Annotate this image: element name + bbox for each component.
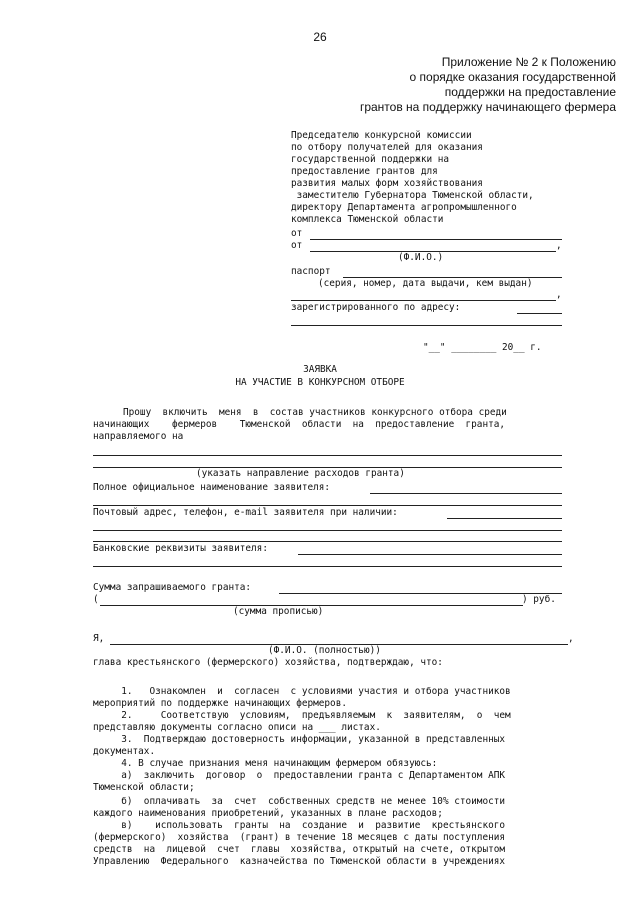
bank-field-0[interactable] — [93, 541, 562, 542]
registered-label: зарегистрированного по адресу: — [291, 302, 461, 313]
appendix-line: Приложение № 2 к Положению — [441, 55, 616, 69]
item-line: каждого наименования приобретений, указанных в плане расходов; — [93, 808, 443, 819]
bank-field[interactable] — [298, 554, 562, 555]
passport-label: паспорт — [291, 266, 331, 277]
intro-line: направляемого на — [93, 431, 184, 442]
item-line: 3. Подтверждаю достоверность информации, указанной в представленных — [93, 734, 506, 745]
item-line: средств на лицевой счет главы хозяйства, открытый на счете, открытом — [93, 844, 506, 855]
item-line: 1. Ознакомлен и согласен с условиями участия и отбора участников — [93, 686, 511, 697]
postal-field[interactable] — [447, 518, 562, 519]
ya-label: Я, — [93, 633, 105, 644]
from-label: от — [291, 240, 303, 251]
appendix-header — [360, 55, 616, 115]
item-line: представляю документы согласно описи на ___ листах. — [93, 722, 381, 733]
addressee-line: по отбору получателей для оказания — [291, 142, 483, 153]
appendix-line: грантов на поддержку начинающего фермера — [359, 100, 616, 114]
head-line: глава крестьянского (фермерского) хозяйства, подтверждаю, что: — [93, 657, 443, 668]
item-line: 2. Соответствую условиям, предъявляемым к заявителям, о чем — [93, 710, 511, 721]
bank-label: Банковские реквизиты заявителя: — [93, 543, 268, 554]
addressee-line: заместителю Губернатора Тюменской области, — [291, 190, 534, 201]
fio-hint: (Ф.И.О.) — [398, 252, 444, 263]
sum-label: Сумма запрашиваемого гранта: — [93, 582, 252, 593]
comma: , — [556, 240, 562, 251]
item-line: Тюменской области; — [93, 782, 195, 793]
passport-field-2[interactable] — [291, 300, 556, 301]
addressee-line: предоставление грантов для — [291, 166, 438, 177]
item-line: а) заключить договор о предоставлении гранта с Департаментом АПК — [93, 770, 506, 781]
address-field[interactable] — [517, 313, 562, 314]
passport-hint: (серия, номер, дата выдачи, кем выдан) — [318, 278, 533, 289]
date-line: "__" ________ 20__ г. — [423, 342, 542, 353]
doc-subtitle: НА УЧАСТИЕ В КОНКУРСНОМ ОТБОРЕ — [235, 377, 405, 388]
page-number: 26 — [313, 30, 327, 44]
doc-title: ЗАЯВКА — [303, 364, 337, 375]
from-field-1[interactable] — [310, 239, 562, 240]
from-label: от — [291, 228, 303, 239]
comma: , — [568, 633, 574, 644]
fio-full-hint: (Ф.И.О. (полностью)) — [268, 645, 381, 656]
full-name-field-2[interactable] — [93, 505, 562, 506]
sum-words-hint: (сумма прописью) — [233, 606, 324, 617]
rub-label: ) руб. — [522, 594, 556, 605]
bank-field-2[interactable] — [93, 566, 562, 567]
postal-field-2[interactable] — [93, 530, 562, 531]
direction-hint: (указать направление расходов гранта) — [196, 468, 405, 479]
intro-line: Прошу включить меня в состав участников конкурсного отбора среди — [123, 407, 507, 418]
item-line: в) использовать гранты на создание и развитие крестьянского — [93, 820, 506, 831]
direction-field-1[interactable] — [93, 455, 562, 456]
item-line: мероприятий по поддержке начинающих фермеров. — [93, 698, 347, 709]
sum-field[interactable] — [279, 593, 562, 594]
item-line: (фермерского) хозяйства (грант) в течение 18 месяцев с даты поступления — [93, 832, 506, 843]
appendix-line: о порядке оказания государственной — [409, 70, 616, 84]
item-line: документах. — [93, 746, 156, 757]
full-name-field[interactable] — [370, 493, 562, 494]
comma: , — [556, 289, 562, 300]
addressee-line: Председателю конкурсной комиссии — [291, 130, 472, 141]
addressee-line: директору Департамента агропромышленного — [291, 202, 517, 213]
item-line: Управлению Федерального казначейства по Тюменской области в учреждениях — [93, 856, 506, 867]
item-line: 4. В случае признания меня начинающим фермером обязуюсь: — [93, 758, 438, 769]
postal-label: Почтовый адрес, телефон, e-mail заявителя при наличии: — [93, 507, 398, 518]
addressee-line: развития малых форм хозяйствования — [291, 178, 483, 189]
paren-open: ( — [93, 594, 99, 605]
addressee-line: комплекса Тюменской области — [291, 214, 444, 225]
intro-line: начинающих фермеров Тюменской области на предоставление гранта, — [93, 419, 506, 430]
full-name-label: Полное официальное наименование заявителя: — [93, 482, 331, 493]
appendix-line: поддержки на предоставление — [444, 85, 616, 99]
addressee-line: государственной поддержки на — [291, 154, 450, 165]
item-line: б) оплачивать за счет собственных средств не менее 10% стоимости — [93, 796, 506, 807]
address-field-2[interactable] — [291, 325, 562, 326]
